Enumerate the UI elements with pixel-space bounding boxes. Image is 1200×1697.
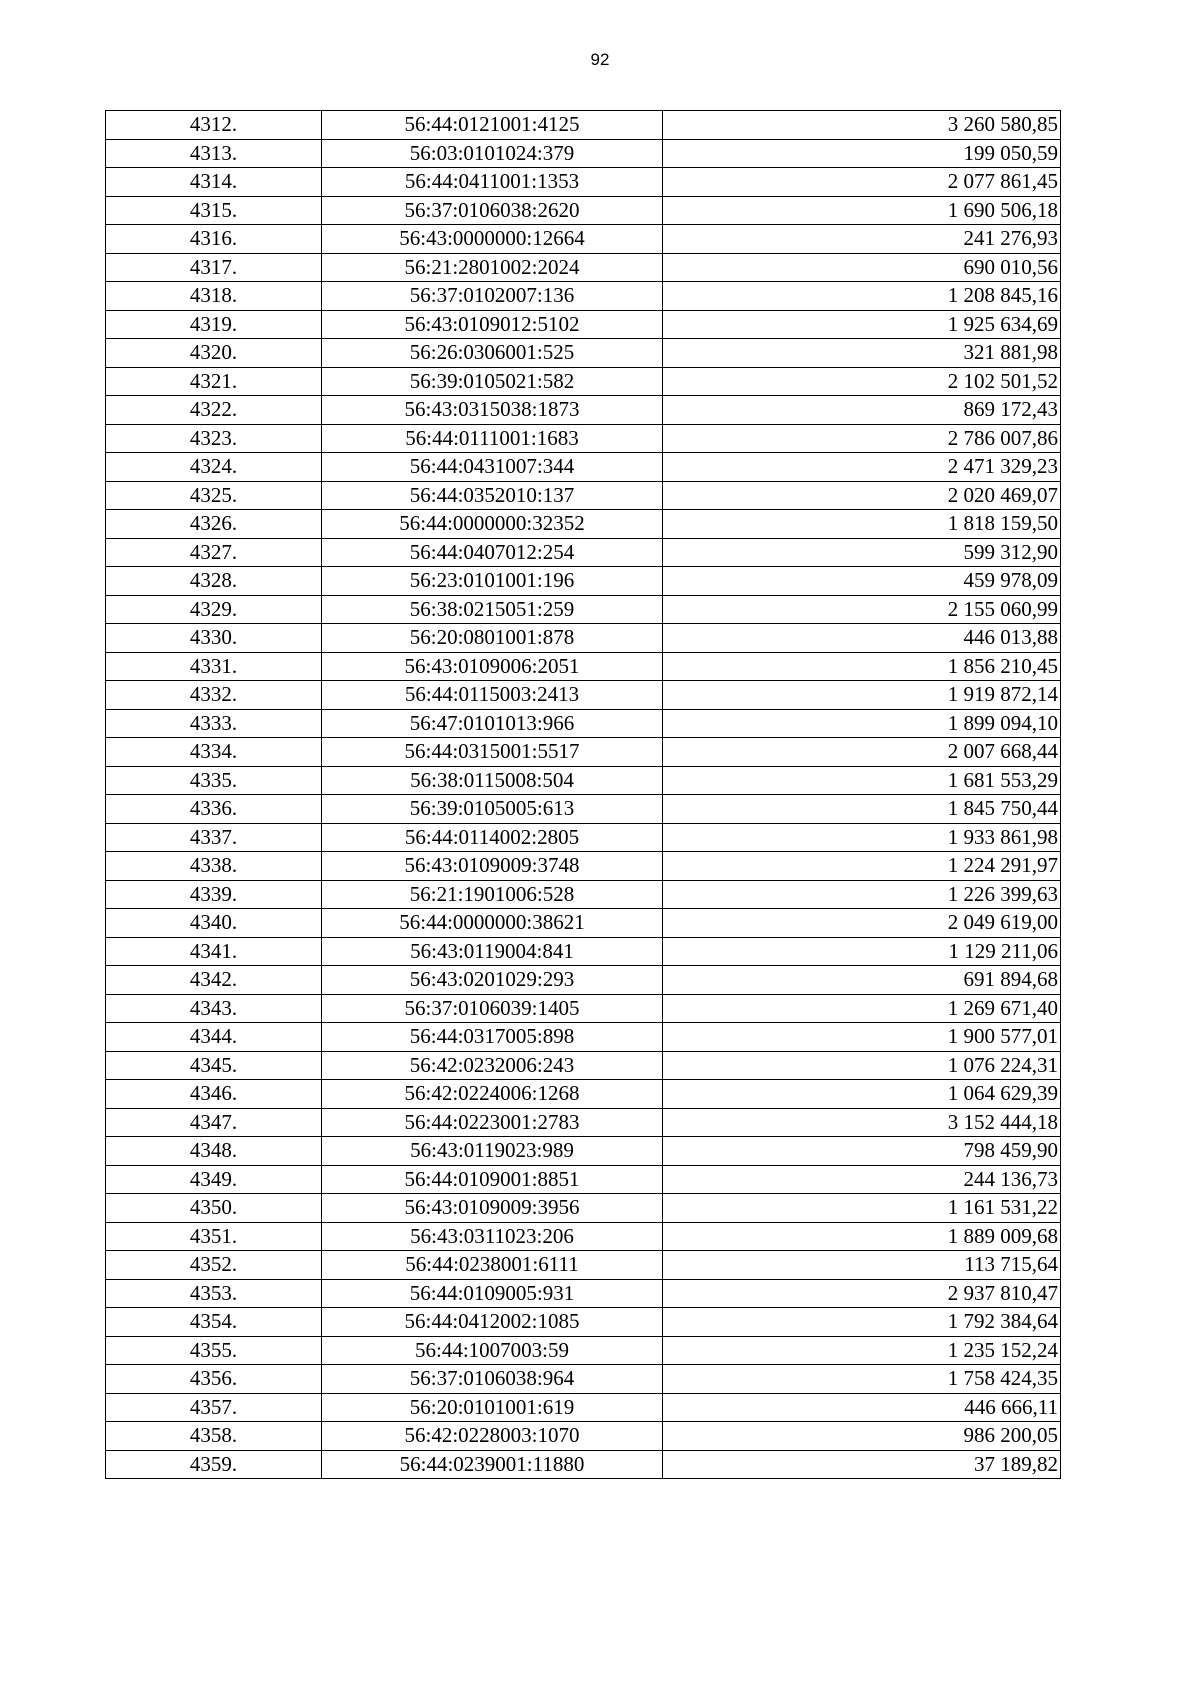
table-row bbox=[106, 709, 1061, 738]
cadastral-number-cell: 56:43:0109006:2051 bbox=[322, 652, 663, 681]
row-number-cell: 4332. bbox=[106, 681, 322, 710]
cadastral-value-cell: 2 020 469,07 bbox=[663, 481, 1061, 510]
row-number-cell: 4315. bbox=[106, 196, 322, 225]
table-row bbox=[106, 909, 1061, 938]
row-number-cell: 4343. bbox=[106, 994, 322, 1023]
cadastral-number-cell: 56:44:0223001:2783 bbox=[322, 1108, 663, 1137]
cadastral-value-cell: 1 900 577,01 bbox=[663, 1023, 1061, 1052]
cadastral-value-cell: 1 758 424,35 bbox=[663, 1365, 1061, 1394]
cadastral-value-table bbox=[105, 110, 1061, 1479]
table-row bbox=[106, 823, 1061, 852]
row-number-cell: 4314. bbox=[106, 168, 322, 197]
table-row bbox=[106, 880, 1061, 909]
cadastral-value-cell: 1 845 750,44 bbox=[663, 795, 1061, 824]
cadastral-value-cell: 1 064 629,39 bbox=[663, 1080, 1061, 1109]
table-row bbox=[106, 852, 1061, 881]
table-body bbox=[106, 111, 1061, 1479]
row-number-cell: 4320. bbox=[106, 339, 322, 368]
cadastral-value-cell: 2 102 501,52 bbox=[663, 367, 1061, 396]
cadastral-value-cell: 1 269 671,40 bbox=[663, 994, 1061, 1023]
row-number-cell: 4330. bbox=[106, 624, 322, 653]
cadastral-number-cell: 56:23:0101001:196 bbox=[322, 567, 663, 596]
table-row bbox=[106, 481, 1061, 510]
cadastral-number-cell: 56:44:0115003:2413 bbox=[322, 681, 663, 710]
table-row bbox=[106, 738, 1061, 767]
cadastral-value-cell: 691 894,68 bbox=[663, 966, 1061, 995]
cadastral-number-cell: 56:47:0101013:966 bbox=[322, 709, 663, 738]
cadastral-value-cell: 1 792 384,64 bbox=[663, 1308, 1061, 1337]
cadastral-number-cell: 56:44:0238001:6111 bbox=[322, 1251, 663, 1280]
table-row bbox=[106, 624, 1061, 653]
table-row bbox=[106, 567, 1061, 596]
cadastral-number-cell: 56:43:0119004:841 bbox=[322, 937, 663, 966]
cadastral-value-cell: 1 856 210,45 bbox=[663, 652, 1061, 681]
cadastral-number-cell: 56:43:0311023:206 bbox=[322, 1222, 663, 1251]
cadastral-value-cell: 2 007 668,44 bbox=[663, 738, 1061, 767]
table-row bbox=[106, 652, 1061, 681]
cadastral-value-cell: 690 010,56 bbox=[663, 253, 1061, 282]
cadastral-value-cell: 1 076 224,31 bbox=[663, 1051, 1061, 1080]
table-row bbox=[106, 1137, 1061, 1166]
row-number-cell: 4323. bbox=[106, 424, 322, 453]
table-row bbox=[106, 396, 1061, 425]
table-row bbox=[106, 1080, 1061, 1109]
cadastral-value-cell: 2 937 810,47 bbox=[663, 1279, 1061, 1308]
table-row bbox=[106, 538, 1061, 567]
table-row bbox=[106, 795, 1061, 824]
row-number-cell: 4318. bbox=[106, 282, 322, 311]
table-row bbox=[106, 1422, 1061, 1451]
row-number-cell: 4312. bbox=[106, 111, 322, 140]
table-row bbox=[106, 1108, 1061, 1137]
table-row bbox=[106, 111, 1061, 140]
cadastral-number-cell: 56:43:0109012:5102 bbox=[322, 310, 663, 339]
cadastral-number-cell: 56:44:0407012:254 bbox=[322, 538, 663, 567]
cadastral-number-cell: 56:44:0000000:32352 bbox=[322, 510, 663, 539]
row-number-cell: 4344. bbox=[106, 1023, 322, 1052]
row-number-cell: 4338. bbox=[106, 852, 322, 881]
table-row bbox=[106, 424, 1061, 453]
row-number-cell: 4347. bbox=[106, 1108, 322, 1137]
cadastral-number-cell: 56:43:0315038:1873 bbox=[322, 396, 663, 425]
row-number-cell: 4357. bbox=[106, 1393, 322, 1422]
row-number-cell: 4333. bbox=[106, 709, 322, 738]
cadastral-value-cell: 3 152 444,18 bbox=[663, 1108, 1061, 1137]
cadastral-number-cell: 56:44:0315001:5517 bbox=[322, 738, 663, 767]
cadastral-value-cell: 2 786 007,86 bbox=[663, 424, 1061, 453]
cadastral-value-cell: 199 050,59 bbox=[663, 139, 1061, 168]
row-number-cell: 4337. bbox=[106, 823, 322, 852]
cadastral-number-cell: 56:03:0101024:379 bbox=[322, 139, 663, 168]
cadastral-value-cell: 459 978,09 bbox=[663, 567, 1061, 596]
cadastral-value-cell: 1 818 159,50 bbox=[663, 510, 1061, 539]
table-row bbox=[106, 168, 1061, 197]
row-number-cell: 4342. bbox=[106, 966, 322, 995]
cadastral-value-cell: 2 077 861,45 bbox=[663, 168, 1061, 197]
cadastral-number-cell: 56:21:2801002:2024 bbox=[322, 253, 663, 282]
row-number-cell: 4348. bbox=[106, 1137, 322, 1166]
cadastral-value-cell: 446 013,88 bbox=[663, 624, 1061, 653]
table-row bbox=[106, 1393, 1061, 1422]
cadastral-number-cell: 56:44:0411001:1353 bbox=[322, 168, 663, 197]
cadastral-number-cell: 56:39:0105021:582 bbox=[322, 367, 663, 396]
row-number-cell: 4340. bbox=[106, 909, 322, 938]
row-number-cell: 4319. bbox=[106, 310, 322, 339]
row-number-cell: 4358. bbox=[106, 1422, 322, 1451]
row-number-cell: 4356. bbox=[106, 1365, 322, 1394]
table-row bbox=[106, 1365, 1061, 1394]
table-row bbox=[106, 510, 1061, 539]
row-number-cell: 4345. bbox=[106, 1051, 322, 1080]
table-row bbox=[106, 367, 1061, 396]
cadastral-number-cell: 56:37:0106038:964 bbox=[322, 1365, 663, 1394]
cadastral-value-cell: 244 136,73 bbox=[663, 1165, 1061, 1194]
cadastral-number-cell: 56:42:0224006:1268 bbox=[322, 1080, 663, 1109]
cadastral-number-cell: 56:44:0352010:137 bbox=[322, 481, 663, 510]
cadastral-number-cell: 56:20:0101001:619 bbox=[322, 1393, 663, 1422]
cadastral-value-cell: 446 666,11 bbox=[663, 1393, 1061, 1422]
row-number-cell: 4346. bbox=[106, 1080, 322, 1109]
cadastral-value-cell: 1 129 211,06 bbox=[663, 937, 1061, 966]
table-row bbox=[106, 225, 1061, 254]
table-row bbox=[106, 253, 1061, 282]
table-row bbox=[106, 1222, 1061, 1251]
table-row bbox=[106, 595, 1061, 624]
cadastral-number-cell: 56:44:0239001:11880 bbox=[322, 1450, 663, 1479]
cadastral-value-cell: 869 172,43 bbox=[663, 396, 1061, 425]
cadastral-value-cell: 1 933 861,98 bbox=[663, 823, 1061, 852]
cadastral-number-cell: 56:21:1901006:528 bbox=[322, 880, 663, 909]
row-number-cell: 4326. bbox=[106, 510, 322, 539]
cadastral-value-cell: 986 200,05 bbox=[663, 1422, 1061, 1451]
page-number: 92 bbox=[590, 50, 610, 69]
row-number-cell: 4321. bbox=[106, 367, 322, 396]
table-row bbox=[106, 1279, 1061, 1308]
table-row bbox=[106, 937, 1061, 966]
cadastral-value-cell: 2 049 619,00 bbox=[663, 909, 1061, 938]
cadastral-number-cell: 56:42:0232006:243 bbox=[322, 1051, 663, 1080]
cadastral-number-cell: 56:37:0106038:2620 bbox=[322, 196, 663, 225]
row-number-cell: 4329. bbox=[106, 595, 322, 624]
row-number-cell: 4339. bbox=[106, 880, 322, 909]
cadastral-value-cell: 1 899 094,10 bbox=[663, 709, 1061, 738]
table-row bbox=[106, 766, 1061, 795]
row-number-cell: 4354. bbox=[106, 1308, 322, 1337]
cadastral-value-cell: 1 224 291,97 bbox=[663, 852, 1061, 881]
cadastral-number-cell: 56:44:0412002:1085 bbox=[322, 1308, 663, 1337]
cadastral-number-cell: 56:44:0109005:931 bbox=[322, 1279, 663, 1308]
table-row bbox=[106, 681, 1061, 710]
row-number-cell: 4341. bbox=[106, 937, 322, 966]
table-row bbox=[106, 966, 1061, 995]
cadastral-number-cell: 56:44:0111001:1683 bbox=[322, 424, 663, 453]
cadastral-value-cell: 1 235 152,24 bbox=[663, 1336, 1061, 1365]
table-row bbox=[106, 1308, 1061, 1337]
cadastral-number-cell: 56:38:0215051:259 bbox=[322, 595, 663, 624]
cadastral-value-cell: 2 471 329,23 bbox=[663, 453, 1061, 482]
cadastral-value-cell: 3 260 580,85 bbox=[663, 111, 1061, 140]
cadastral-value-cell: 2 155 060,99 bbox=[663, 595, 1061, 624]
table-row bbox=[106, 1165, 1061, 1194]
cadastral-value-cell: 1 226 399,63 bbox=[663, 880, 1061, 909]
table-row bbox=[106, 139, 1061, 168]
cadastral-number-cell: 56:44:0114002:2805 bbox=[322, 823, 663, 852]
row-number-cell: 4313. bbox=[106, 139, 322, 168]
row-number-cell: 4336. bbox=[106, 795, 322, 824]
cadastral-number-cell: 56:39:0105005:613 bbox=[322, 795, 663, 824]
cadastral-value-cell: 599 312,90 bbox=[663, 538, 1061, 567]
cadastral-number-cell: 56:37:0106039:1405 bbox=[322, 994, 663, 1023]
cadastral-number-cell: 56:43:0119023:989 bbox=[322, 1137, 663, 1166]
table-row bbox=[106, 282, 1061, 311]
cadastral-number-cell: 56:44:1007003:59 bbox=[322, 1336, 663, 1365]
row-number-cell: 4351. bbox=[106, 1222, 322, 1251]
cadastral-value-cell: 1 919 872,14 bbox=[663, 681, 1061, 710]
cadastral-number-cell: 56:44:0121001:4125 bbox=[322, 111, 663, 140]
row-number-cell: 4324. bbox=[106, 453, 322, 482]
table-row bbox=[106, 1051, 1061, 1080]
cadastral-number-cell: 56:44:0431007:344 bbox=[322, 453, 663, 482]
cadastral-value-cell: 1 690 506,18 bbox=[663, 196, 1061, 225]
cadastral-number-cell: 56:43:0201029:293 bbox=[322, 966, 663, 995]
row-number-cell: 4335. bbox=[106, 766, 322, 795]
table-row bbox=[106, 994, 1061, 1023]
cadastral-value-cell: 1 161 531,22 bbox=[663, 1194, 1061, 1223]
cadastral-number-cell: 56:38:0115008:504 bbox=[322, 766, 663, 795]
row-number-cell: 4327. bbox=[106, 538, 322, 567]
table-row bbox=[106, 453, 1061, 482]
cadastral-number-cell: 56:44:0317005:898 bbox=[322, 1023, 663, 1052]
row-number-cell: 4322. bbox=[106, 396, 322, 425]
row-number-cell: 4328. bbox=[106, 567, 322, 596]
row-number-cell: 4334. bbox=[106, 738, 322, 767]
table-row bbox=[106, 1023, 1061, 1052]
cadastral-value-cell: 1 681 553,29 bbox=[663, 766, 1061, 795]
cadastral-number-cell: 56:43:0109009:3748 bbox=[322, 852, 663, 881]
cadastral-number-cell: 56:37:0102007:136 bbox=[322, 282, 663, 311]
cadastral-value-cell: 798 459,90 bbox=[663, 1137, 1061, 1166]
cadastral-value-cell: 1 208 845,16 bbox=[663, 282, 1061, 311]
row-number-cell: 4352. bbox=[106, 1251, 322, 1280]
table-row bbox=[106, 196, 1061, 225]
table-row bbox=[106, 1450, 1061, 1479]
row-number-cell: 4355. bbox=[106, 1336, 322, 1365]
cadastral-number-cell: 56:43:0000000:12664 bbox=[322, 225, 663, 254]
table-row bbox=[106, 1336, 1061, 1365]
cadastral-value-cell: 37 189,82 bbox=[663, 1450, 1061, 1479]
table-row bbox=[106, 339, 1061, 368]
row-number-cell: 4331. bbox=[106, 652, 322, 681]
cadastral-value-cell: 1 925 634,69 bbox=[663, 310, 1061, 339]
row-number-cell: 4350. bbox=[106, 1194, 322, 1223]
cadastral-value-cell: 113 715,64 bbox=[663, 1251, 1061, 1280]
table-row bbox=[106, 1251, 1061, 1280]
table-row bbox=[106, 1194, 1061, 1223]
row-number-cell: 4317. bbox=[106, 253, 322, 282]
cadastral-number-cell: 56:26:0306001:525 bbox=[322, 339, 663, 368]
row-number-cell: 4359. bbox=[106, 1450, 322, 1479]
row-number-cell: 4316. bbox=[106, 225, 322, 254]
table-row bbox=[106, 310, 1061, 339]
cadastral-number-cell: 56:44:0000000:38621 bbox=[322, 909, 663, 938]
cadastral-number-cell: 56:42:0228003:1070 bbox=[322, 1422, 663, 1451]
cadastral-value-cell: 321 881,98 bbox=[663, 339, 1061, 368]
cadastral-value-cell: 241 276,93 bbox=[663, 225, 1061, 254]
row-number-cell: 4325. bbox=[106, 481, 322, 510]
cadastral-number-cell: 56:43:0109009:3956 bbox=[322, 1194, 663, 1223]
cadastral-number-cell: 56:20:0801001:878 bbox=[322, 624, 663, 653]
cadastral-value-cell: 1 889 009,68 bbox=[663, 1222, 1061, 1251]
row-number-cell: 4353. bbox=[106, 1279, 322, 1308]
cadastral-number-cell: 56:44:0109001:8851 bbox=[322, 1165, 663, 1194]
row-number-cell: 4349. bbox=[106, 1165, 322, 1194]
